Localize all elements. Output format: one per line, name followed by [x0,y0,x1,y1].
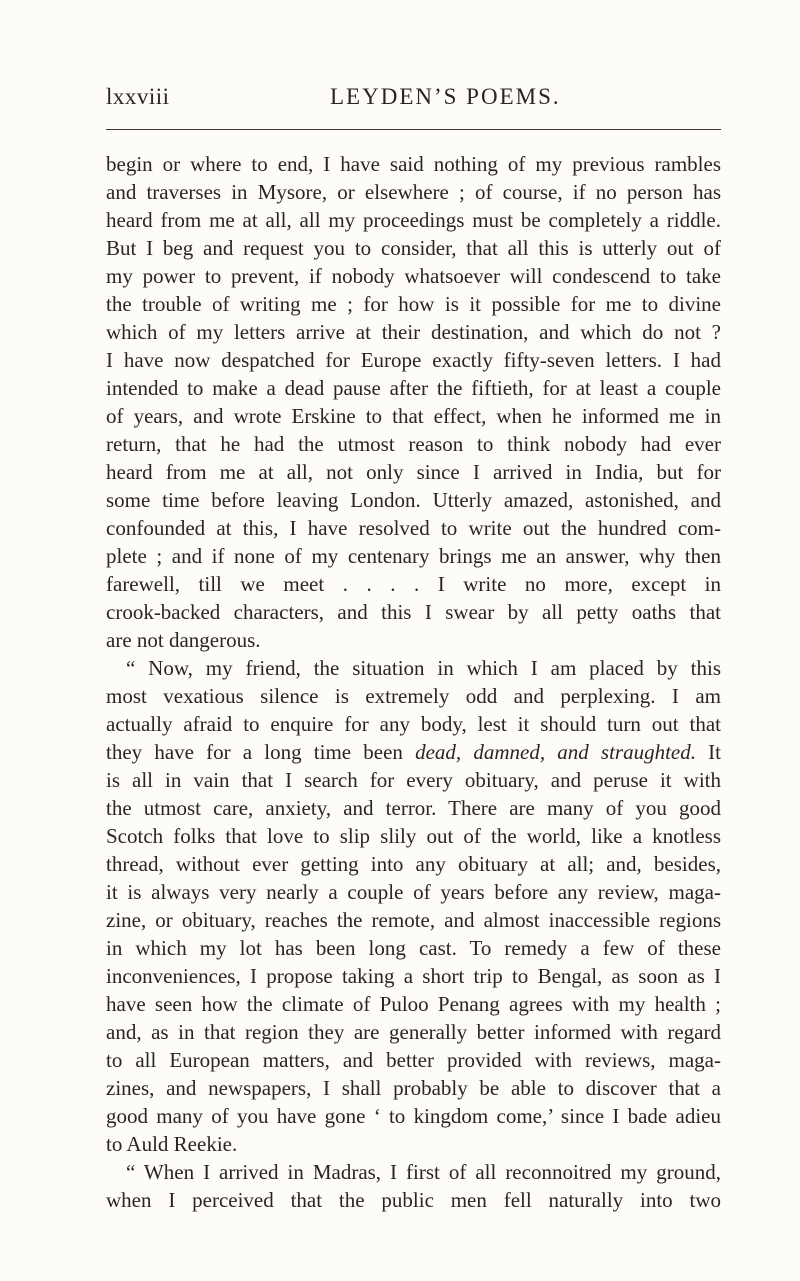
line-text: they have for a long time been [106,740,416,764]
text-line: confounded at this, I have resolved to write out the hundred com- [106,516,721,540]
text-line: inconveniences, I propose taking a short trip to Bengal, as soon as I [106,964,721,988]
text-line: most vexatious silence is extremely odd and perplexing. I am [106,684,721,708]
text-line: the utmost care, anxiety, and terror. There are many of you good [106,796,721,820]
text-line: thread, without ever getting into any obituary at all; and, besides, [106,852,721,876]
text-line: when I perceived that the public men fell naturally into two [106,1188,721,1212]
page-number: lxxviii [106,84,170,109]
running-title: LEYDEN’S POEMS. [330,84,561,109]
text-line: it is always very nearly a couple of years before any review, maga- [106,880,721,904]
text-line: and traverses in Mysore, or elsewhere ; of course, if no person has [106,180,721,204]
page-header [106,84,721,120]
header-rule [106,129,721,130]
italic-phrase: dead, damned, and straughted. [415,740,696,764]
text-line: I have now despatched for Europe exactly fifty-seven letters. I had [106,348,721,372]
text-line: return, that he had the utmost reason to think nobody had ever [106,432,721,456]
text-line: good many of you have gone ‘ to kingdom come,’ since I bade adieu [106,1104,721,1128]
text-line-with-italic [106,738,721,766]
text-line: the trouble of writing me ; for how is it possible for me to divine [106,292,721,316]
text-line: “ Now, my friend, the situation in which I am placed by this [126,656,721,680]
text-line: heard from me at all, not only since I arrived in India, but for [106,460,721,484]
text-line: Scotch folks that love to slip slily out of the world, like a knotless [106,824,721,848]
paragraph-3 [106,1158,721,1214]
body-text [106,150,721,1214]
text-line: But I beg and request you to consider, that all this is utterly out of [106,236,721,260]
text-line: “ When I arrived in Madras, I first of all reconnoitred my ground, [126,1160,721,1184]
text-line: heard from me at all, all my proceedings must be completely a riddle. [106,208,721,232]
text-line: actually afraid to enquire for any body, lest it should turn out that [106,712,721,736]
text-line: farewell, till we meet . . . . I write no more, except in [106,572,721,596]
text-line: have seen how the climate of Puloo Penang agrees with my health ; [106,992,721,1016]
text-line: plete ; and if none of my centenary brings me an answer, why then [106,544,721,568]
text-line: is all in vain that I search for every obituary, and peruse it with [106,768,721,792]
text-line: crook-backed characters, and this I swear by all petty oaths that [106,600,721,624]
text-line: my power to prevent, if nobody whatsoever will condescend to take [106,264,721,288]
text-line: which of my letters arrive at their destination, and which do not ? [106,320,721,344]
paragraph-1 [106,150,721,654]
text-line: intended to make a dead pause after the fiftieth, for at least a couple [106,376,721,400]
text-line: in which my lot has been long cast. To remedy a few of these [106,936,721,960]
paragraph-2 [106,654,721,1158]
line-text: It [696,740,721,764]
text-line: are not dangerous. [106,628,261,652]
text-line: zine, or obituary, reaches the remote, and almost inaccessible regions [106,908,721,932]
text-line: zines, and newspapers, I shall probably be able to discover that a [106,1076,721,1100]
text-line: of years, and wrote Erskine to that effect, when he informed me in [106,404,721,428]
text-line: begin or where to end, I have said nothing of my previous rambles [106,152,721,176]
text-line: to Auld Reekie. [106,1132,238,1156]
text-line: to all European matters, and better provided with reviews, maga- [106,1048,721,1072]
text-line: and, as in that region they are generally better informed with regard [106,1020,721,1044]
text-line: some time before leaving London. Utterly amazed, astonished, and [106,488,721,512]
